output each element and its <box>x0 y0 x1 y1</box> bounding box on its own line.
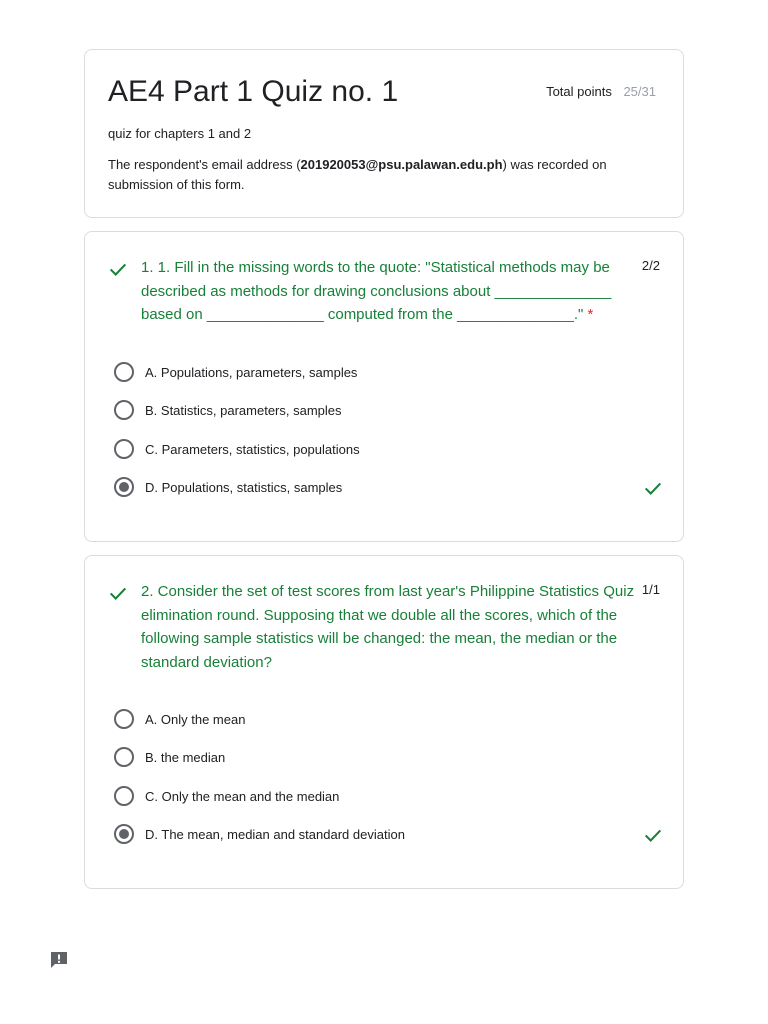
option-b[interactable] <box>114 398 664 422</box>
question-text: 2. Consider the set of test scores from last year's Philippine Statistics Quiz elimination round. Supposing that we double all the scores, which of the following sample statistics will be changed: the mean, the median or the standard deviation? <box>141 583 635 671</box>
radio-button-selected[interactable] <box>114 824 134 844</box>
option-a[interactable] <box>114 360 664 384</box>
option-c[interactable] <box>114 437 664 461</box>
question-card <box>84 555 684 889</box>
radio-button-selected[interactable] <box>114 477 134 497</box>
option-label: C. Only the mean and the median <box>145 788 340 804</box>
radio-button[interactable] <box>114 439 134 459</box>
option-label: D. The mean, median and standard deviation <box>145 826 405 842</box>
question-text <box>141 256 627 327</box>
required-marker: * <box>587 306 594 323</box>
radio-button[interactable] <box>114 400 134 420</box>
report-feedback-icon[interactable] <box>49 950 69 970</box>
form-header-card <box>84 49 684 218</box>
form-description: quiz for chapters 1 and 2 <box>108 126 252 141</box>
radio-button[interactable] <box>114 709 134 729</box>
option-b[interactable] <box>114 745 664 769</box>
radio-button[interactable] <box>114 786 134 806</box>
question-card <box>84 231 684 542</box>
total-points-label: Total points <box>546 84 612 99</box>
radio-button[interactable] <box>114 747 134 767</box>
option-label: B. Statistics, parameters, samples <box>145 402 342 418</box>
email-recorded-note <box>108 155 648 195</box>
email-note-prefix: The respondent's email address ( <box>108 157 301 172</box>
check-icon <box>642 477 664 499</box>
question-score: 2/2 <box>641 258 660 273</box>
option-label: D. Populations, statistics, samples <box>145 479 343 495</box>
option-label: C. Parameters, statistics, populations <box>145 441 360 457</box>
total-points-value: 25/31 <box>623 84 656 99</box>
email-note-suffix: ) was recorded on submission of this form. <box>108 157 607 192</box>
check-icon <box>107 258 129 280</box>
option-d[interactable] <box>114 475 664 499</box>
option-a[interactable] <box>114 707 664 731</box>
option-label: A. Only the mean <box>145 711 246 727</box>
question-text-body: 1. 1. Fill in the missing words to the quote: "Statistical methods may be described as methods for drawing conclusions about ______________ based on ______________ computed from the ______________." <box>141 259 612 323</box>
option-label: B. the median <box>145 749 226 765</box>
option-c[interactable] <box>114 784 664 808</box>
form-title: AE4 Part 1 Quiz no. 1 <box>108 75 399 108</box>
radio-button[interactable] <box>114 362 134 382</box>
check-icon <box>107 582 129 604</box>
option-d[interactable] <box>114 822 664 846</box>
respondent-email: 201920053@psu.palawan.edu.ph <box>300 157 503 172</box>
total-points <box>546 84 656 99</box>
option-label: A. Populations, parameters, samples <box>145 364 358 380</box>
question-score: 1/1 <box>641 582 660 597</box>
check-icon <box>642 824 664 846</box>
